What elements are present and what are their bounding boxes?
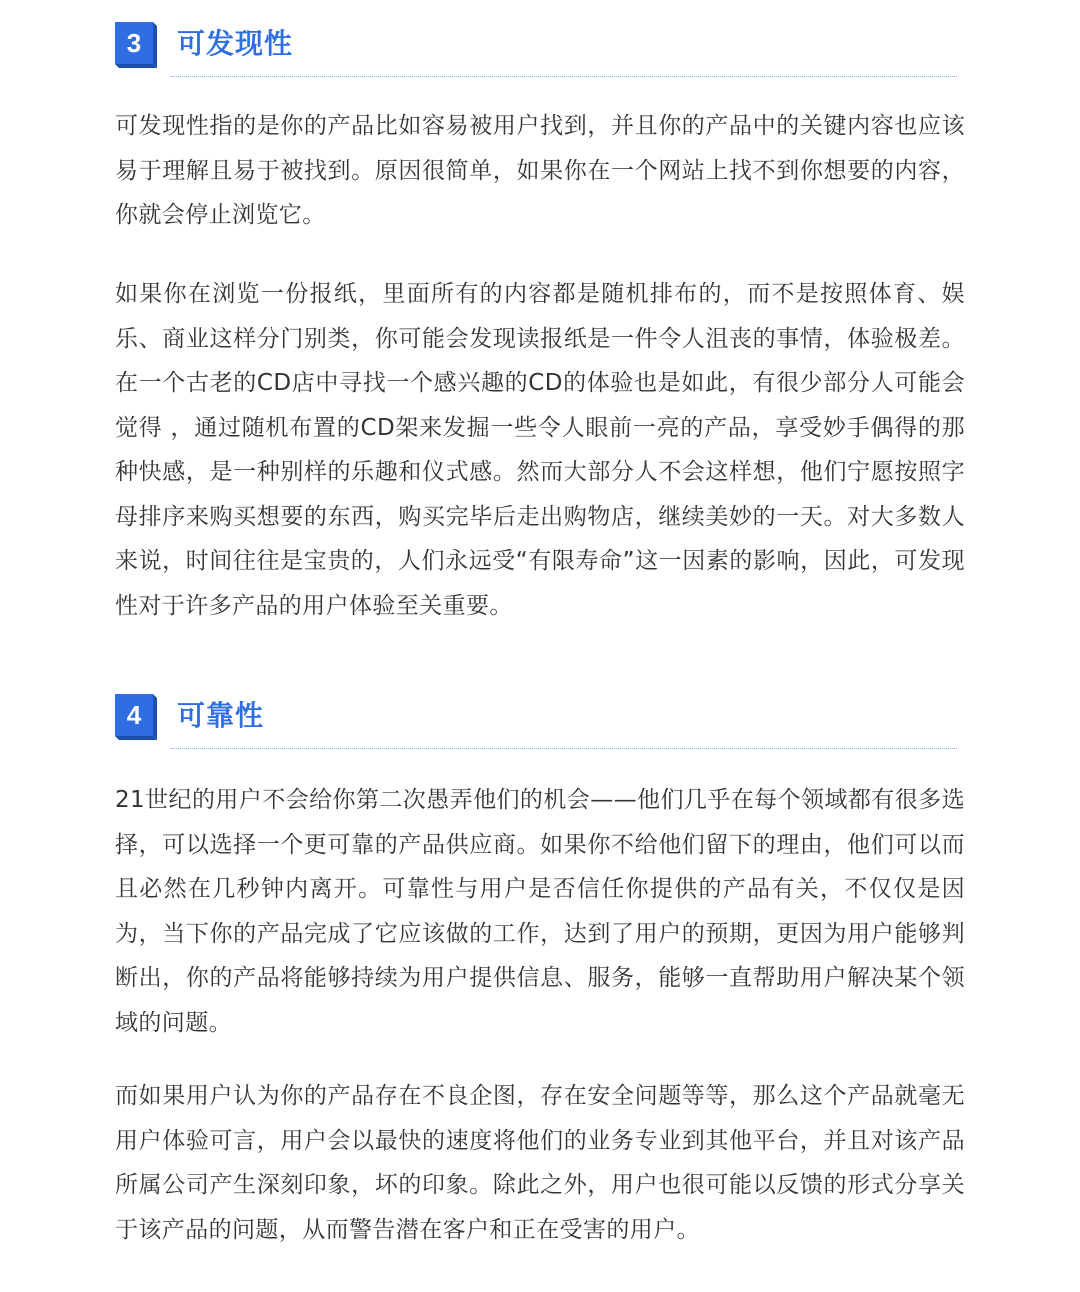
section-title: 可发现性: [177, 27, 294, 60]
number-badge: [115, 694, 157, 742]
section-number: 3: [126, 28, 142, 58]
paragraph: 如果你在浏览一份报纸，里面所有的内容都是随机排布的，而不是按照体育、娱乐、商业这样分门别类，你可能会发现读报纸是一件令人沮丧的事情，体验极差。在一个古老的CD店中寻找一个感兴趣的CD的体验也是如此，有很少部分人可能会觉得 ，通过随机布置的CD架来发掘一些令人眼前一亮的产品，享受妙手偶得的那种快感，是一种别样的乐趣和仪式感。然而大部分人不会这样想，他们宁愿按照字母排序来购买想要的东西，购买完毕后走出购物店，继续美妙的一天。对大多数人来说，时间往往是宝贵的，人们永远受“有限寿命”这一因素的影响，因此，可发现性对于许多产品的用户体验至关重要。: [115, 281, 965, 619]
number-badge: [115, 22, 157, 70]
section-discoverability: [115, 22, 965, 72]
section-number: 4: [126, 700, 142, 730]
section-header: [115, 22, 965, 72]
paragraph: 而如果用户认为你的产品存在不良企图，存在安全问题等等，那么这个产品就毫无用户体验可言，用户会以最快的速度将他们的业务专业到其他平台，并且对该产品所属公司产生深刻印象，坏的印象。除此之外，用户也很可能以反馈的形式分享关于该产品的问题，从而警告潜在客户和正在受害的用户。: [115, 1083, 965, 1243]
section-title: 可靠性: [177, 699, 265, 732]
paragraph: 21世纪的用户不会给你第二次愚弄他们的机会——他们几乎在每个领域都有很多选择，可以选择一个更可靠的产品供应商。如果你不给他们留下的理由，他们可以而且必然在几秒钟内离开。可靠性与用户是否信任你提供的产品有关，不仅仅是因为，当下你的产品完成了它应该做的工作，达到了用户的预期，更因为用户能够判断出，你的产品将能够持续为用户提供信息、服务，能够一直帮助用户解决某个领域的问题。: [115, 787, 965, 1036]
divider: [171, 748, 957, 749]
section-reliability: [115, 694, 965, 744]
paragraph: 可发现性指的是你的产品比如容易被用户找到，并且你的产品中的关键内容也应该易于理解且易于被找到。原因很简单，如果你在一个网站上找不到你想要的内容，你就会停止浏览它。: [115, 113, 965, 228]
section-header: [115, 694, 965, 744]
divider: [171, 76, 957, 77]
